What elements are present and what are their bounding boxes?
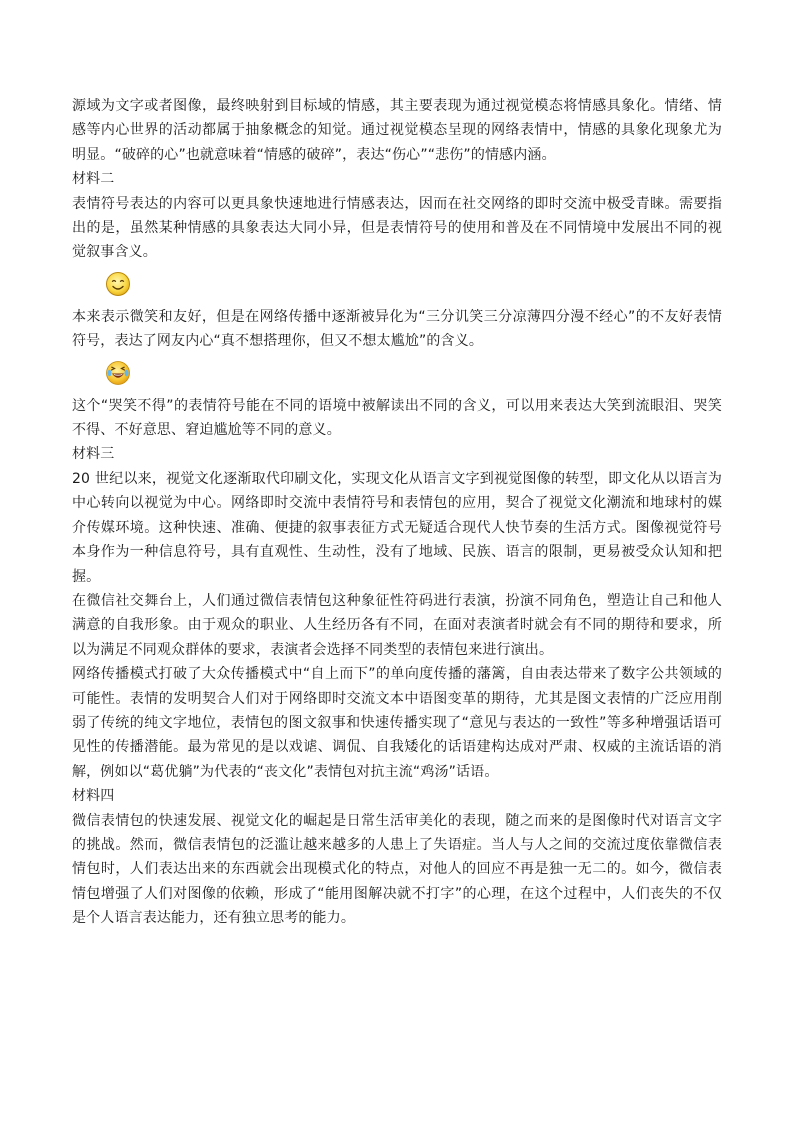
- section-heading-material-4: 材料四: [72, 788, 115, 805]
- section-heading-material-2: 材料二: [72, 171, 115, 188]
- document-body: [72, 94, 722, 931]
- paragraph-material-3-1: 20 世纪以来，视觉文化逐渐取代印刷文化，实现文化从语言文字到视觉图像的转型，即文化从以语言为中心转向以视觉为中心。网络即时交流中表情符号和表情包的应用，契合了视觉文化潮流和地球村的媒介传媒环境。这种快速、准确、便捷的叙事表征方式无疑适合现代人快节奏的生活方式。图像视觉符号本身作为一种信息符号，具有直观性、生动性，没有了地域、民族、语言的限制，更易被受众认知和把握。: [72, 470, 722, 585]
- paragraph-material-3-2: 在微信社交舞台上，人们通过微信表情包这种象征性符码进行表演，扮演不同角色，塑造让自己和他人满意的自我形象。由于观众的职业、人生经历各有不同，在面对表演者时就会有不同的期待和要求，所以为满足不同观众群体的要求，表演者会选择不同类型的表情包来进行演出。: [72, 592, 722, 658]
- emoji-row-smile: [72, 265, 722, 305]
- paragraph-material-2: 表情符号表达的内容可以更具象快速地进行情感表达，因而在社交网络的即时交流中极受青睐。需要指出的是，虽然某种情感的具象表达大同小异，但是表情符号的使用和普及在不同情境中发展出不同的视觉叙事含义。: [72, 195, 722, 261]
- emoji-row-laugh-cry: [72, 354, 722, 394]
- section-heading-material-3: 材料三: [72, 446, 115, 463]
- paragraph-laugh-cry-meaning: 这个“哭笑不得”的表情符号能在不同的语境中被解读出不同的含义，可以用来表达大笑到流眼泪、哭笑不得、不好意思、窘迫尴尬等不同的意义。: [72, 397, 722, 439]
- laugh-cry-emoji-icon: [105, 360, 131, 386]
- paragraph-smile-meaning: 本来表示微笑和友好，但是在网络传播中逐渐被异化为“三分讥笑三分凉薄四分漫不经心”的不友好表情符号，表达了网友内心“真不想搭理你，但又不想太尴尬”的含义。: [72, 308, 722, 350]
- smile-emoji-icon: [105, 271, 131, 297]
- paragraph-intro: 源域为文字或者图像，最终映射到目标域的情感，其主要表现为通过视觉模态将情感具象化。情绪、情感等内心世界的活动都属于抽象概念的知觉。通过视觉模态呈现的网络表情中，情感的具象化现象尤为明显。“破碎的心”也就意味着“情感的破碎”，表达“伤心”“悲伤”的情感内涵。: [72, 98, 722, 163]
- paragraph-material-4: 微信表情包的快速发展、视觉文化的崛起是日常生活审美化的表现，随之而来的是图像时代对语言文字的挑战。然而，微信表情包的泛滥让越来越多的人患上了失语症。当人与人之间的交流过度依靠微信表情包时，人们表达出来的东西就会出现模式化的特点，对他人的回应不再是独一无二的。如今，微信表情包增强了人们对图像的依赖，形成了“能用图解决就不打字”的心理，在这个过程中，人们丧失的不仅是个人语言表达能力，还有独立思考的能力。: [72, 812, 722, 927]
- paragraph-material-3-3: 网络传播模式打破了大众传播模式中“自上而下”的单向度传播的藩篱，自由表达带来了数字公共领域的可能性。表情的发明契合人们对于网络即时交流文本中语图变革的期待，尤其是图文表情的广泛应用削弱了传统的纯文字地位，表情包的图文叙事和快速传播实现了“意见与表达的一致性”等多种增强话语可见性的传播潜能。最为常见的是以戏谑、调侃、自我矮化的话语建构达成对严肃、权威的主流话语的消解，例如以“葛优躺”为代表的“丧文化”表情包对抗主流“鸡汤”话语。: [72, 666, 722, 780]
